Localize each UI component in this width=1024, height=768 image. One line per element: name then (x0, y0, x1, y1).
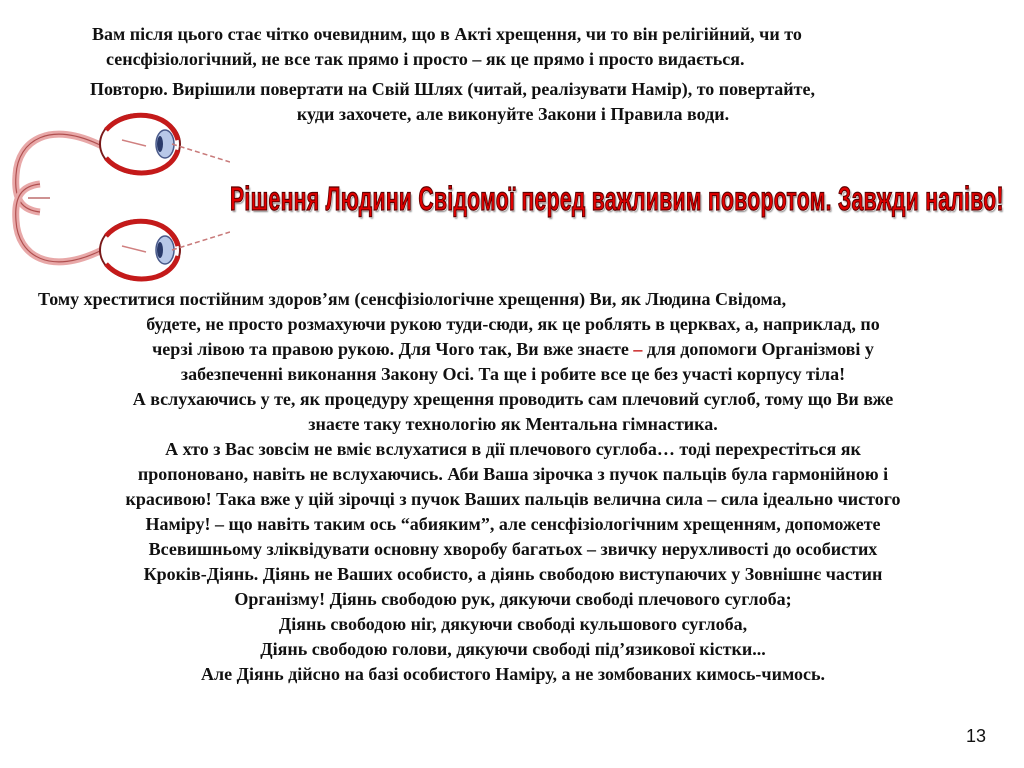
text-line: будете, не просто розмахуючи рукою туди-сюди, як це роблять в церквах, а, наприклад, по (146, 314, 880, 334)
text-line: куди захочете, але виконуйте Закони і Правила води. (296, 104, 730, 124)
text-line: Повторю. Вирішили повертати на Свій Шлях (читай, реалізувати Намір), то повертайте, (90, 79, 815, 99)
text-line: Наміру! – що навіть таким ось “абияким”, але сенсфізіологічним хрещенням, допоможете (145, 514, 881, 534)
text-fragment: черзі лівою та правою рукою. Для Чого так, Ви вже знаєте (152, 339, 634, 359)
text-line: красивою! Така вже у цій зірочці з пучок Ваших пальців велична сила – сила ідеально чистого (125, 489, 901, 509)
text-line: А хто з Вас зовсім не вміє вслухатися в дії плечового суглоба… тоді перехрестіться як (165, 439, 861, 459)
text-line: пропоновано, навіть не вслухаючись. Аби Ваша зірочка з пучок пальців була гармонійною і (137, 464, 889, 484)
text-line: Але Діянь дійсно на базі особистого Наміру, а не зомбованих кимось-чимось. (201, 664, 825, 684)
intro-paragraph (18, 22, 1008, 72)
text-line: Кроків-Діянь. Діянь не Ваших особисто, а діянь свободою виступаючих у Зовнішнє частин (143, 564, 883, 584)
text-line: знаєте таку технологію як Ментальна гімнастика. (308, 414, 718, 434)
red-dash: – (633, 339, 643, 359)
text-line: Всевишньому зліквідувати основну хворобу багатьох – звичку нерухливості до особистих (148, 539, 878, 559)
text-line: Тому хреститися постійним здоров’ям (сенсфізіологічне хрещення) Ви, як Людина Свідома, (38, 289, 787, 309)
text-line: Діянь свободою голови, дякуючи свободі під’язикової кістки... (260, 639, 766, 659)
text-line: Вам після цього стає чітко очевидним, що в Акті хрещення, чи то він релігійний, чи то (92, 24, 802, 44)
text-line: А вслухаючись у те, як процедуру хрещення проводить сам плечовий суглоб, тому що Ви вже (132, 389, 894, 409)
text-line: забезпеченні виконання Закону Осі. Та ще і робите все це без участі корпусу тіла! (180, 364, 846, 384)
lower-eye-icon (100, 220, 180, 280)
text-line: Організму! Діянь свободою рук, дякуючи свободі плечового суглоба; (234, 589, 792, 609)
text-line: сенсфізіологічний, не все так прямо і просто – як це прямо і просто видається. (106, 49, 745, 69)
text-fragment: для допомоги Організмові у (642, 339, 874, 359)
text-line: Діянь свободою ніг, дякуючи свободі кульшового суглоба, (278, 614, 748, 634)
main-paragraph (18, 287, 1008, 687)
slide-headline: Рішення Людини Свідомої перед важливим поворотом. Завжди наліво! (230, 180, 1004, 217)
page-number: 13 (965, 726, 986, 746)
upper-eye-icon (100, 114, 180, 174)
eyes-diagram-icon (10, 100, 230, 290)
text-line (18, 337, 1008, 362)
